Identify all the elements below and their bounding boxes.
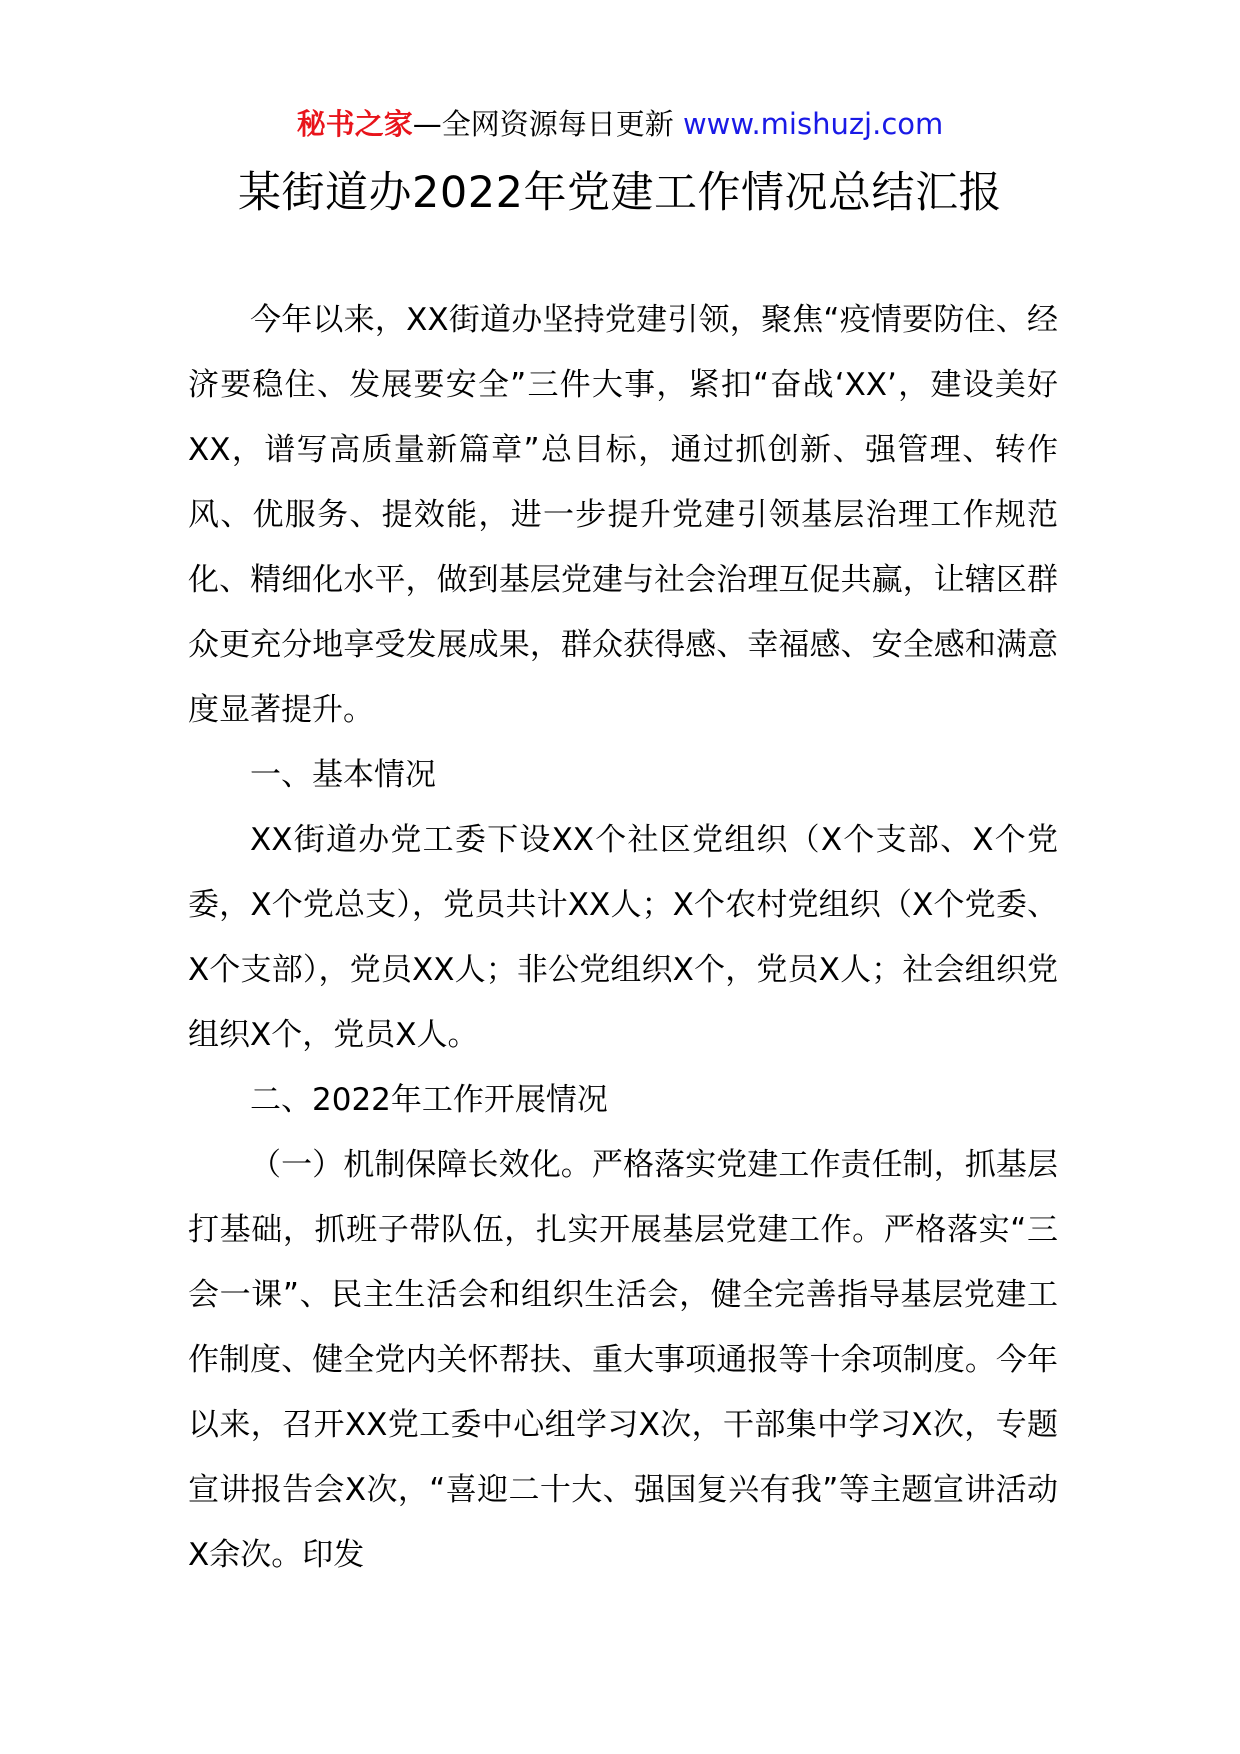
mechanism-paragraph: （一）机制保障长效化。严格落实党建工作责任制，抓基层打基础，抓班子带队伍，扎实开展基层党建工作。严格落实“三会一课”、民主生活会和组织生活会，健全完善指导基层党建工作制度、健全党内关怀帮扶、重大事项通报等十余项制度。今年以来，召开XX党工委中心组学习X次，干部集中学习X次，专题宣讲报告会X次，“喜迎二十大、强国复兴有我”等主题宣讲活动X余次。印发 (188, 1147, 1058, 1573)
section-heading-work: 二、2022年工作开展情况 (250, 1082, 608, 1118)
site-tagline: —全网资源每日更新 (412, 107, 674, 141)
basic-info-paragraph: XX街道办党工委下设XX个社区党组织（X个支部、X个党委，X个党总支），党员共计XX人；X个农村党组织（X个党委、X个支部），党员XX人；非公党组织X个，党员X人；社会组织党组织X个，党员X人。 (188, 822, 1058, 1053)
section-heading-basic: 一、基本情况 (250, 757, 436, 793)
site-url-link[interactable]: www.mishuzj.com (682, 107, 944, 141)
intro-paragraph: 今年以来，XX街道办坚持党建引领，聚焦“疫情要防住、经济要稳住、发展要安全”三件大事，紧扣“奋战‘XX’，建设美好XX，谱写高质量新篇章”总目标，通过抓创新、强管理、转作风、优服务、提效能，进一步提升党建引领基层治理工作规范化、精细化水平，做到基层党建与社会治理互促共赢，让辖区群众更充分地享受发展成果，群众获得感、幸福感、安全感和满意度显著提升。 (188, 302, 1058, 728)
site-brand: 秘书之家 (296, 107, 413, 141)
site-header (0, 100, 1240, 148)
document-body (188, 288, 1058, 1588)
document-title: 某街道办2022年党建工作情况总结汇报 (238, 168, 1002, 218)
